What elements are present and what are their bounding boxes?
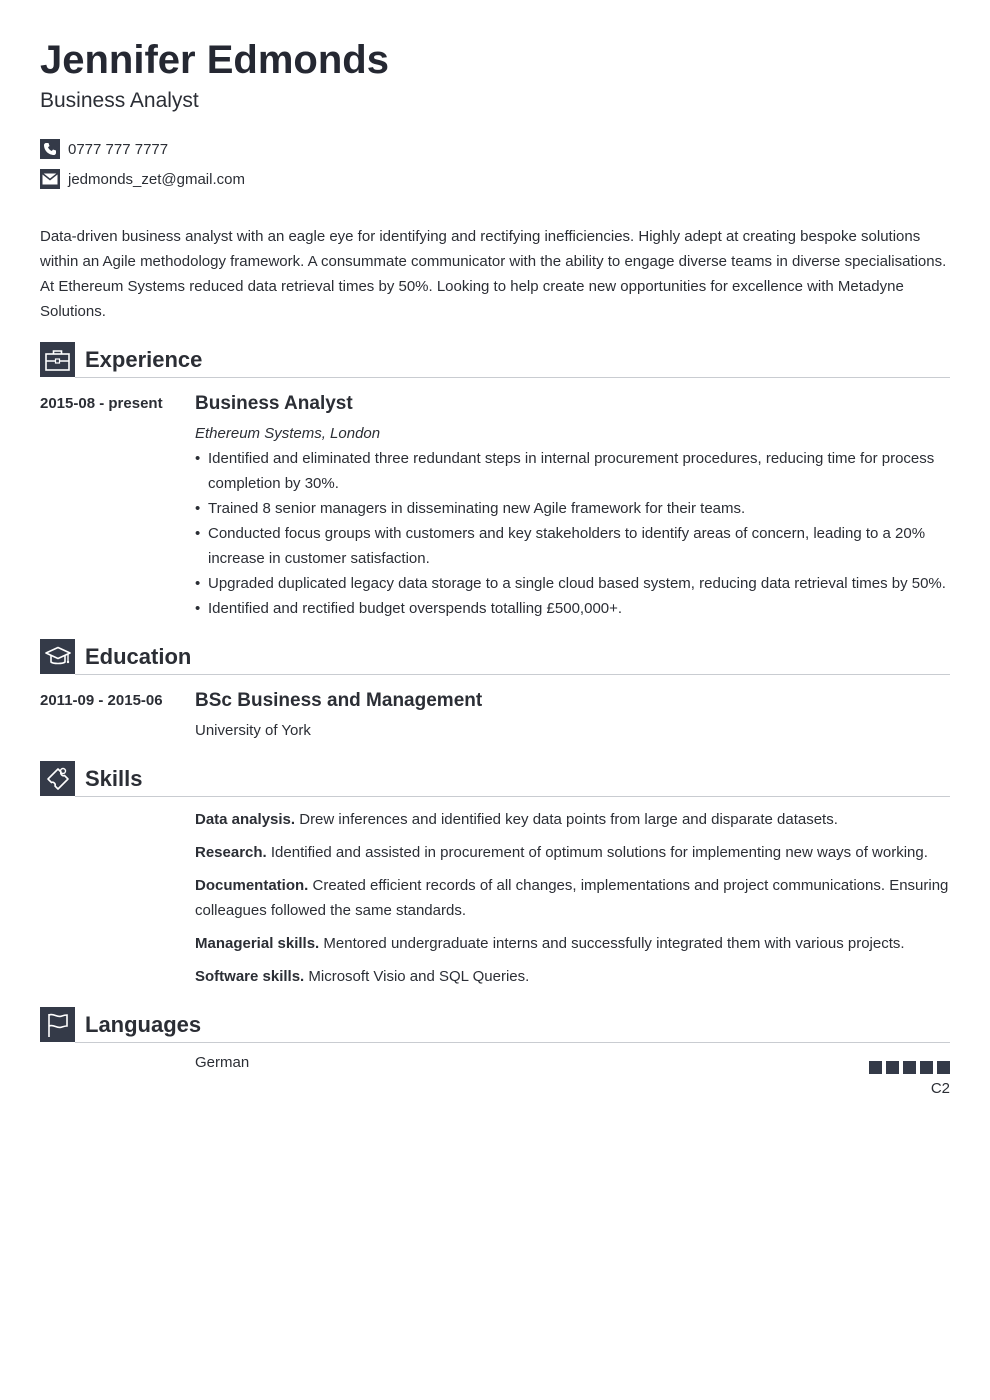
phone-icon	[40, 139, 60, 159]
skill-name: Managerial skills.	[195, 935, 320, 952]
rating-square	[937, 1061, 950, 1074]
skill-description: Drew inferences and identified key data points from large and disparate datasets.	[299, 811, 838, 828]
experience-bullet: • Conducted focus groups with customers and key stakeholders to identify areas of concern, leading to a 20% increase in customer satisfaction.	[195, 521, 950, 571]
phone-number: 0777 777 7777	[68, 140, 169, 158]
section-divider	[75, 674, 950, 675]
education-details	[195, 689, 950, 743]
contact-list	[40, 134, 950, 194]
experience-bullet: • Upgraded duplicated legacy data storage to a single cloud based system, reducing data retrieval times by 50%.	[195, 571, 950, 596]
briefcase-icon	[40, 342, 75, 377]
skill-name: Software skills.	[195, 968, 305, 985]
experience-section-header	[40, 342, 950, 378]
education-heading: Education	[85, 644, 192, 669]
contact-phone	[40, 134, 950, 164]
language-level: C2	[930, 1080, 950, 1097]
skill-name: Documentation.	[195, 877, 309, 894]
contact-email	[40, 164, 950, 194]
job-title: Business Analyst	[40, 89, 199, 112]
resume-page	[40, 36, 950, 1099]
skill-description: Identified and assisted in procurement of optimum solutions for implementing new ways of working.	[270, 844, 928, 861]
experience-job-title: Business Analyst	[195, 393, 353, 414]
graduation-cap-icon	[40, 639, 75, 674]
languages-section-header	[40, 1007, 950, 1043]
language-name: German	[195, 1054, 250, 1071]
rating-square	[903, 1061, 916, 1074]
experience-heading: Experience	[85, 347, 203, 372]
flag-icon	[40, 1007, 75, 1042]
experience-entry	[40, 392, 950, 621]
section-divider	[75, 377, 950, 378]
skill-name: Data analysis.	[195, 811, 296, 828]
experience-bullet: • Trained 8 senior managers in disseminating new Agile framework for their teams.	[195, 496, 950, 521]
language-rating	[865, 1061, 950, 1074]
experience-bullet-list	[195, 446, 950, 621]
education-entry	[40, 689, 950, 743]
skills-heading: Skills	[85, 766, 143, 791]
envelope-icon	[40, 169, 60, 189]
skill-item	[195, 840, 950, 865]
email-address: jedmonds_zet@gmail.com	[68, 170, 245, 188]
rating-square	[869, 1061, 882, 1074]
experience-date: 2015-08 - present	[40, 395, 163, 412]
skill-description: Mentored undergraduate interns and successfully integrated them with various projects.	[323, 935, 905, 952]
puzzle-piece-icon	[40, 761, 75, 796]
skill-item	[195, 964, 950, 989]
experience-details	[195, 392, 950, 621]
experience-company: Ethereum Systems, London	[195, 425, 381, 442]
education-date: 2011-09 - 2015-06	[40, 692, 163, 709]
education-degree: BSc Business and Management	[195, 690, 483, 711]
languages-heading: Languages	[85, 1012, 202, 1037]
section-divider	[75, 796, 950, 797]
profile-summary: Data-driven business analyst with an eagle eye for identifying and rectifying inefficiencies. Highly adept at creating bespoke solutions within an Agile methodology framework. A consummate communicator with the ability to engage diverse teams in diverse specialisations. At Ethereum Systems reduced data retrieval times by 50%. Looking to help create new opportunities for excellence with Metadyne Solutions.	[40, 228, 947, 320]
candidate-name: Jennifer Edmonds	[40, 38, 389, 82]
education-school: University of York	[195, 722, 311, 739]
experience-bullet: • Identified and rectified budget overspends totalling £500,000+.	[195, 596, 950, 621]
skill-name: Research.	[195, 844, 267, 861]
experience-bullet: • Identified and eliminated three redundant steps in internal procurement procedures, reducing time for process completion by 30%.	[195, 446, 950, 496]
skill-description: Microsoft Visio and SQL Queries.	[308, 968, 530, 985]
skills-section-header	[40, 761, 950, 797]
language-item	[195, 1051, 950, 1099]
skill-item	[195, 931, 950, 956]
rating-square	[920, 1061, 933, 1074]
skill-item	[195, 807, 950, 832]
skills-list	[195, 807, 950, 989]
section-divider	[75, 1042, 950, 1043]
education-section-header	[40, 639, 950, 675]
skill-description: Created efficient records of all changes, implementations and project communications. Ensuring colleagues followed the same standards.	[195, 877, 949, 919]
rating-square	[886, 1061, 899, 1074]
skill-item	[195, 873, 950, 923]
